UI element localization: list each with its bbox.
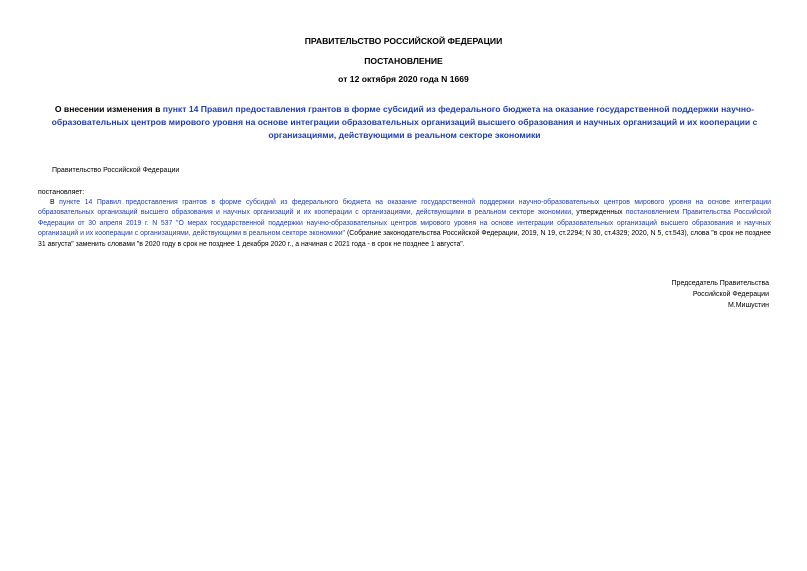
main-paragraph (38, 198, 771, 250)
resolution-heading: ПОСТАНОВЛЕНИЕ (364, 56, 443, 66)
title-prefix: О внесении изменения в (54, 104, 163, 114)
paragraph-mid: , утвержденных (571, 209, 626, 217)
paragraph-intro: В (50, 199, 60, 206)
date-number-heading: от 12 октября 2020 года N 1669 (338, 74, 469, 84)
signature-title: Председатель Правительства (671, 280, 769, 287)
resolution-537-link[interactable]: постановлением Правительства Российской Федерации от 30 апреля 2019 г. N 537 "О мерах государственной поддержки научно-образовательных центров мирового уровня на основе интеграции образовательных организаций высшего образования и научных организаций и их кооперации с организациями, действующими в реальном секторе экономики" (38, 209, 771, 238)
decides-line: постановляет: (38, 189, 85, 196)
government-heading: ПРАВИТЕЛЬСТВО РОССИЙСКОЙ ФЕДЕРАЦИИ (304, 36, 503, 46)
title-link[interactable]: пункт 14 Правил предоставления грантов в форме субсидий из федерального бюджета на оказание государственной поддержки научно-образовательных центров мирового уровня на основе интеграции образовательных организаций высшего образования и научных организаций и их кооперации с организациями, действующими в реальном секторе экономики (51, 104, 758, 140)
signature-name: М.Мишустин (727, 302, 769, 309)
government-line: Правительство Российской Федерации (52, 167, 180, 174)
paragraph-tail: (Собрание законодательства Российской Федерации, 2019, N 19, ст.2294; N 30, ст.4329; 2020, N 5, ст.543), слова "в срок не позднее 31 августа" заменить словами "в 2020 году в срок не позднее 1 декабря 2020 г., а начиная с 2021 года - в срок не позднее 1 августа". (38, 230, 771, 248)
signature-block (672, 278, 769, 311)
signature-country: Российской Федерации (692, 291, 769, 298)
document-title (38, 103, 771, 142)
rules-point-14-link[interactable]: пункте 14 Правил предоставления грантов в форме субсидий из федерального бюджета на оказание государственной поддержки научно-образовательных центров мирового уровня на основе интеграции образовательных организаций высшего образования и научных организаций и их кооперации с организациями, действующими в реальном секторе экономики (38, 199, 771, 217)
